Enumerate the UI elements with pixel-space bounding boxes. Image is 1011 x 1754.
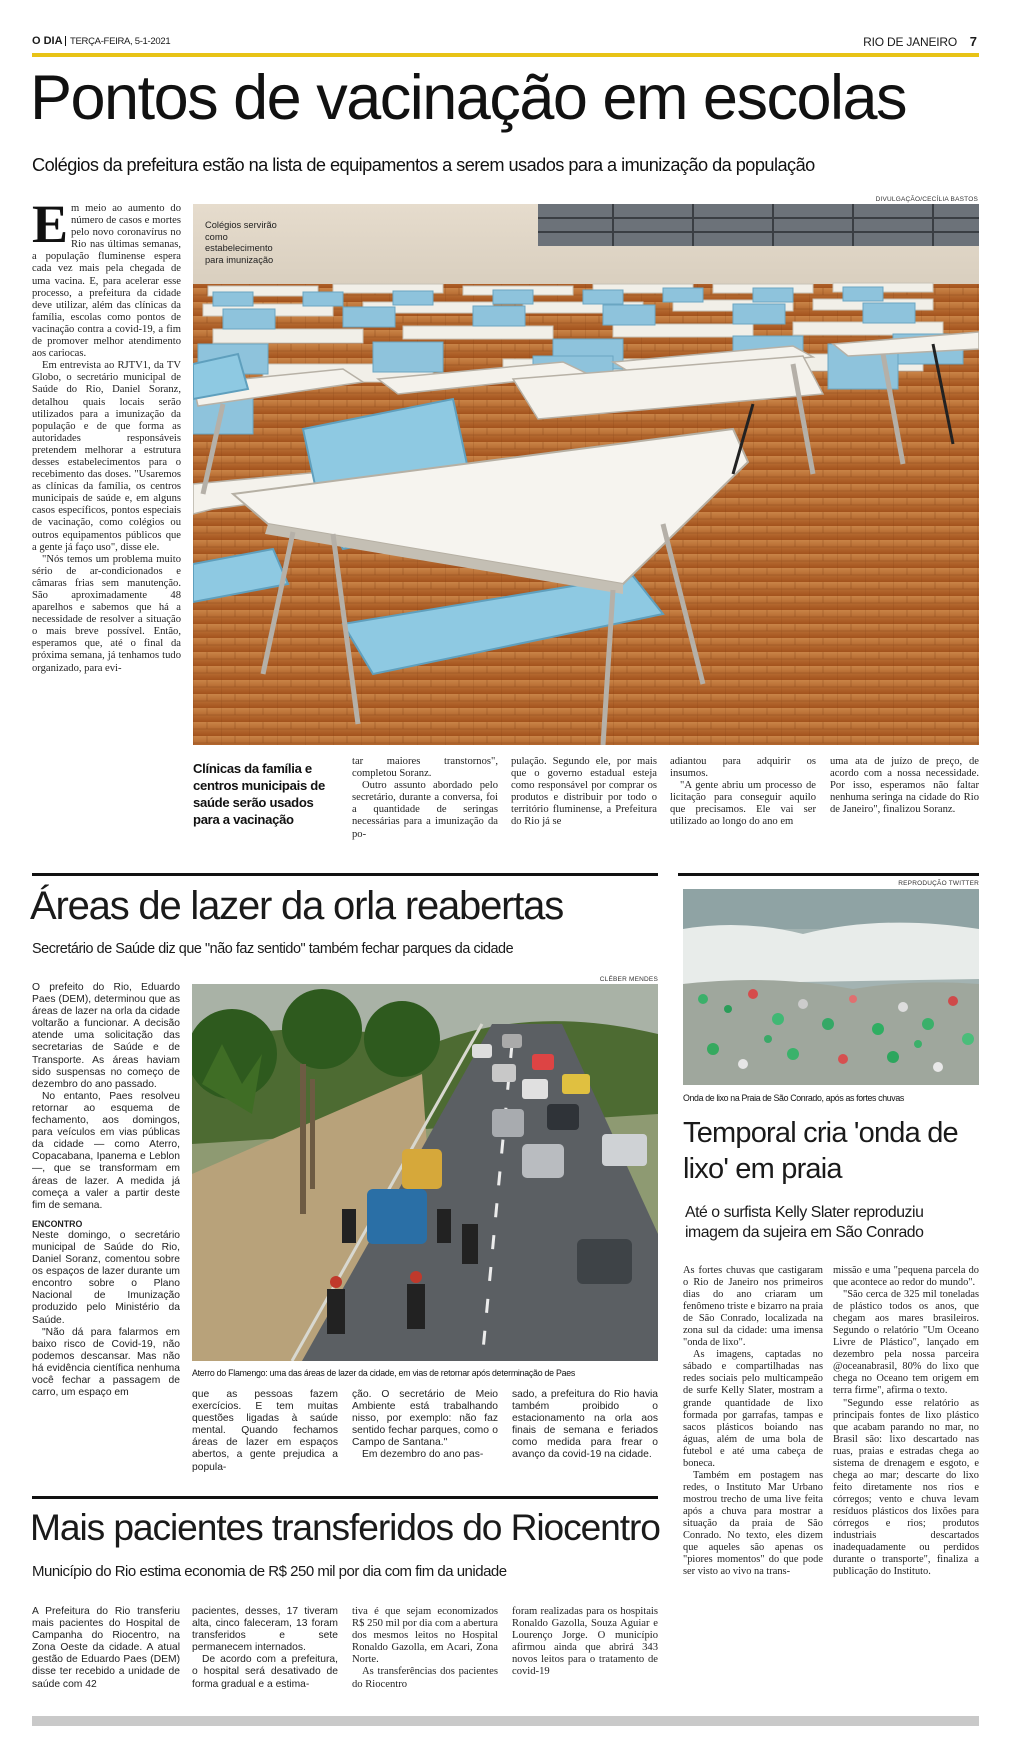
masthead — [32, 33, 979, 51]
issue-date: TERÇA-FEIRA, 5-1-2021 — [70, 36, 171, 47]
caption-beach: Onda de lixo na Praia de São Conrado, após as fortes chuvas — [683, 1093, 904, 1103]
beach-trash-illustration — [683, 889, 979, 1085]
story1-column-3: tar maiores transtornos", completou Soranz. Outro assunto abordado pelo secretário, durante a conversa, foi a quantidade de seringas necessárias para a imunização da po- — [352, 756, 498, 840]
aterro-photo — [192, 984, 658, 1361]
story2-column-3: ção. O secretário de Meio Ambiente está trabalhando nisso, por exemplo: não faz sentido fechar parques, como o Campo de Santana." Em dezembro do ano pas- — [352, 1389, 498, 1461]
deck-riocentro: Município do Rio estima economia de R$ 250 mil por dia com fim da unidade — [32, 1563, 507, 1580]
story1-lead: Em meio ao aumento do número de casos e mortes pelo novo coronavírus no Rio nas últimas semanas, a população fluminense espera cada vez mais pela chegada de uma vacina. E, para acelerar esse processo, a prefeitura da cidade deve utilizar, além das clínicas da família, escolas como pontos de vacinação contra a covid-19, a fim de promover melhor atendimento aos cariocas. — [32, 194, 181, 360]
masthead-divider — [65, 36, 66, 46]
classroom-illustration — [193, 204, 979, 745]
classroom-photo — [193, 204, 979, 745]
caption-aterro: Aterro do Flamengo: uma das áreas de lazer da cidade, em vias de retornar após determinação de Paes — [192, 1368, 576, 1378]
beach-trash-photo — [683, 889, 979, 1085]
story4-column-4: foram realizadas para os hospitais Ronaldo Gazolla, Souza Aguiar e Lourenço Jorge. O município afirmou ainda que abrirá 343 novos leitos para o tratamento de covid-19 — [512, 1606, 658, 1678]
story1-paragraph: "Nós temos um problema muito sério de ar-condicionados e câmaras frias sem manutenção. São aproximadamente 48 aparelhos e sabemos que há a necessidade de resolver a situação o mais breve possível. Então, esperamos que, até o final da próxima semana, já tenhamos tudo organizado, para evi- — [32, 553, 181, 674]
brand: O DIA — [32, 35, 63, 47]
section-label: RIO DE JANEIRO — [863, 35, 957, 49]
section-rule — [32, 1496, 658, 1499]
photo-credit-aterro: CLÉBER MENDES — [599, 976, 658, 983]
subhead-encontro: ENCONTRO — [32, 1218, 83, 1229]
story1-column-6: uma ata de juízo de preço, de acordo com a nossa necessidade. Por isso, esperamos não faltar nenhuma seringa na cidade do Rio de Janeiro", finalizou Soranz. — [830, 756, 979, 816]
section-rule — [678, 873, 979, 876]
page-number: 7 — [969, 34, 977, 49]
photo-credit-classroom: DIVULGAÇÃO/CECÍLIA BASTOS — [875, 196, 978, 203]
aterro-illustration — [192, 984, 658, 1361]
story1-column-4: pulação. Segundo ele, por mais que o governo estadual esteja como responsável por comprar os produtos e distribuir por todo o território fluminense, a Prefeitura do Rio já se — [511, 756, 657, 828]
story4-column-1: A Prefeitura do Rio transferiu mais pacientes do Hospital de Campanha do Riocentro, na Zona Oeste da cidade. A atual gestão de Eduardo Paes (DEM) disse ter recebido a unidade de saúde com 42 — [32, 1606, 180, 1690]
headline-riocentro: Mais pacientes transferidos do Riocentro — [30, 1506, 660, 1548]
deck-leisure: Secretário de Saúde diz que "não faz sentido" também fechar parques da cidade — [32, 941, 514, 957]
section-rule — [32, 873, 658, 876]
story3-column-1: As fortes chuvas que castigaram o Rio de Janeiro nos primeiros dias do ano criaram um fenômeno triste e bizarro na praia de São Conrado, localizada na zona sul da cidade: uma imensa "onda de lixo". As imagens, captadas no sábado e compartilhadas nas redes sociais pelo multicampeão de surfe Kelly Slater, mostram a grande quantidade de lixo formada por garrafas, tampas e sacos plásticos boiando nas águas, além de uma bola de futebol e até uma cabeça de boneca. Também em postagem nas redes, o Instituto Mar Urbano mostrou trecho de uma live feita após a chuva para mostrar a situação da praia de São Conrado. No texto, eles dizem que aqueles são apenas os "piores momentos" do que pode ser visto ao vivo na trans- — [683, 1265, 823, 1578]
masthead-accent-rule — [32, 53, 979, 57]
story2-column-1: O prefeito do Rio, Eduardo Paes (DEM), determinou que as áreas de lazer na orla da cidade voltarão a funcionar. A decisão atende uma solicitação das secretarias de Saúde e de Transporte. As áreas haviam sido suspensas no começo de dezembro do ano passado. No entanto, Paes resolveu retornar ao esquema de fechamento, aos domingos, para veículos em vias públicas da cidade — como Aterro, Copacabana, Ipanema e Leblon —, que se transformam em áreas de lazer. A medida já começa a valer a partir deste fim de semana. ENCONTRO Neste domingo, o secretário municipal de Saúde do Rio, Daniel Soranz, comentou sobre os espaços de lazer durante um encontro sobre o Plano Nacional de Imunização produzido pelo Ministério da Saúde. "Não dá para falarmos em baixo risco de Covid-19, não podemos descansar. Mas não há evidência científica nenhuma você fechar a passagem de carro, um espaço em — [32, 982, 180, 1399]
headline-leisure: Áreas de lazer da orla reabertas — [30, 884, 564, 928]
story1-paragraph: Em entrevista ao RJTV1, da TV Globo, o secretário municipal de Saúde do Rio, Daniel Soranz, detalhou quais locais serão utilizados para a imunização da população e de que forma as autoridades responsáveis pretendem melhorar a estrutura desses estabelecimentos para o recebimento das doses. "Usaremos as clínicas da família, os centros municipais de saúde e, em alguns casos específicos, pontos especiais de vacinação, como colégios ou outros equipamentos públicos que a gente já faço uso", disse ele. — [32, 360, 181, 553]
story3-column-2: missão e uma "pequena parcela do que acontece ao redor do mundo". "São cerca de 325 mil toneladas de plástico todos os anos, que chegam aos mares brasileiros. Segundo o relatório "Um Oceano Livre de Plástico", lançado em dezembro pela nossa parceira @oceanabrasil, 80% do lixo que chega no Oceano tem origem em terra firme", afirma o texto. "Segundo esse relatório as principais fontes de lixo plástico que acabam parando no mar, no Brasil são: lixo descartado nas ruas, praias e estradas chega ao sistema de drenagem e esgoto, e chega ao mar; descarte do lixo feito diretamente nos rios e córregos; vento e chuva levam resíduos plásticos dos lixões para córregos e rios; produtos industriais descartados inadequadamente ou perdidos durante o transporte", finaliza a publicação do Instituto. — [833, 1265, 979, 1578]
deck-trash-wave: Até o surfista Kelly Slater reproduziu imagem da sujeira em São Conrado — [685, 1204, 924, 1241]
footer-rule — [32, 1716, 979, 1726]
headline-trash-wave: Temporal cria 'onda de lixo' em praia — [683, 1117, 958, 1185]
story2-column-2: que as pessoas fazem exercícios. E tem muitas questões ligadas à saúde mental. Quando fechamos áreas de lazer em espaços abertos, a gente prejudica a popula- — [192, 1389, 338, 1473]
drop-cap: E — [32, 194, 69, 254]
story2-column-4: sado, a prefeitura do Rio havia também proibido o estacionamento na orla aos finais de semana e feriados como medida para frear o avanço da covid-19 na cidade. — [512, 1389, 658, 1461]
story4-column-2: pacientes, desses, 17 tiveram alta, cinco faleceram, 13 foram transferidos e sete permanecem internados. De acordo com a prefeitura, o hospital será desativado de forma gradual e a estima- — [192, 1606, 338, 1690]
story1-column-5: adiantou para adquirir os insumos. "A gente abriu um processo de licitação para conseguir aquilo que precisamos. Ele vai ser utilizado ao longo do ano em — [670, 756, 816, 828]
story4-column-3: tiva é que sejam economizados R$ 250 mil por dia com a abertura dos mesmos leitos no Hospital Ronaldo Gazolla, em Acari, Zona Norte. As transferências dos pacientes do Riocentro — [352, 1606, 498, 1690]
story1-column-1 — [32, 194, 181, 675]
photo-overlay-label: Colégios servirão como estabelecimento para imunização — [205, 220, 277, 265]
deck-vacination: Colégios da prefeitura estão na lista de equipamentos a serem usados para a imunização da população — [32, 155, 815, 175]
photo-credit-twitter: REPRODUÇÃO TWITTER — [898, 880, 979, 887]
pullquote-vaccination: Clínicas da família e centros municipais de saúde serão usados para a vacinação — [193, 761, 325, 827]
headline-vacination: Pontos de vacinação em escolas — [30, 63, 907, 133]
